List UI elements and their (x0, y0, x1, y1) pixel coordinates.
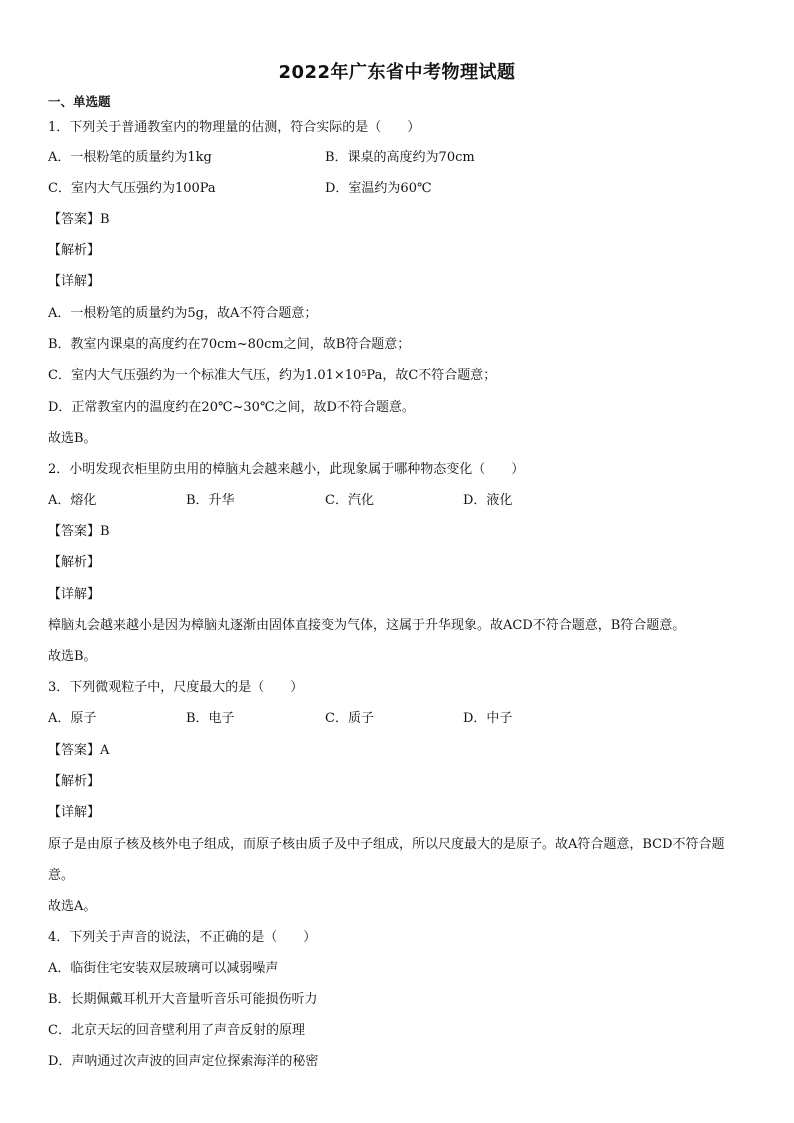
section-heading: 一、单选题 (48, 94, 111, 109)
question-1-detail-c: C．室内大气压强约为一个标准大气压，约为$1.01\times 10^5Pa$，故C不符合题意； (48, 368, 497, 383)
question-3-detail-text: 原子是由原子核及核外电子组成，而原子核由质子及中子组成，所以尺度最大的是原子。故A符合题意，BCD不符合题意。 (48, 837, 725, 883)
question-4-option-d: D．声呐通过次声波的回声定位探索海洋的秘密 (48, 1054, 319, 1069)
question-1-detail-label: 【详解】 (48, 274, 101, 289)
question-1-option-c: C．室内大气压强约为100Pa (48, 181, 216, 196)
question-2-option-a: A．熔化 (48, 493, 97, 508)
question-2-answer: 【答案】B (48, 524, 110, 539)
question-4-option-a: A．临街住宅安装双层玻璃可以减弱噪声 (48, 961, 279, 976)
question-2-detail-text: 樟脑丸会越来越小是因为樟脑丸逐渐由固体直接变为气体，这属于升华现象。故ACD不符合题意，B符合题意。 (48, 618, 686, 633)
question-1-detail-d: D．正常教室内的温度约在20℃~30℃之间，故D不符合题意。 (48, 400, 415, 415)
question-2-conclusion: 故选B。 (48, 649, 97, 664)
question-1-option-b: B．课桌的高度约为70cm (325, 150, 475, 165)
question-1-option-d: D．室温约为60℃ (325, 181, 432, 196)
question-4-option-b: B．长期佩戴耳机开大音量听音乐可能损伤听力 (48, 992, 318, 1007)
question-3-option-d: D．中子 (463, 711, 513, 726)
question-3-option-c: C．质子 (325, 711, 374, 726)
question-3-option-a: A．原子 (48, 711, 97, 726)
question-3-conclusion: 故选A。 (48, 899, 97, 914)
question-2-option-d: D．液化 (463, 493, 513, 508)
question-3-analysis-label: 【解析】 (48, 774, 101, 789)
question-4-option-c: C．北京天坛的回音壁利用了声音反射的原理 (48, 1023, 305, 1038)
question-1-answer: 【答案】B (48, 212, 110, 227)
question-2-stem: 2．小明发现衣柜里防虫用的樟脑丸会越来越小，此现象属于哪种物态变化（ ） (48, 462, 525, 477)
question-4-stem: 4．下列关于声音的说法，不正确的是（ ） (48, 930, 317, 945)
question-3-option-b: B．电子 (186, 711, 235, 726)
question-2-detail-label: 【详解】 (48, 587, 101, 602)
page-title: 2022年广东省中考物理试题 (278, 62, 516, 83)
question-1-analysis-label: 【解析】 (48, 243, 101, 258)
question-1-conclusion: 故选B。 (48, 431, 97, 446)
question-1-option-a: A．一根粉笔的质量约为1kg (48, 150, 212, 165)
question-1-detail-a: A．一根粉笔的质量约为5g，故A不符合题意； (48, 306, 318, 321)
question-2-option-c: C．汽化 (325, 493, 374, 508)
question-1-detail-b: B．教室内课桌的高度约在70cm~80cm之间，故B符合题意； (48, 337, 411, 352)
question-2-analysis-label: 【解析】 (48, 555, 101, 570)
question-1-stem: 1．下列关于普通教室内的物理量的估测，符合实际的是（ ） (48, 120, 421, 135)
question-3-stem: 3．下列微观粒子中，尺度最大的是（ ） (48, 680, 304, 695)
question-3-answer: 【答案】A (48, 743, 110, 758)
question-3-detail-label: 【详解】 (48, 805, 101, 820)
question-2-option-b: B．升华 (186, 493, 235, 508)
